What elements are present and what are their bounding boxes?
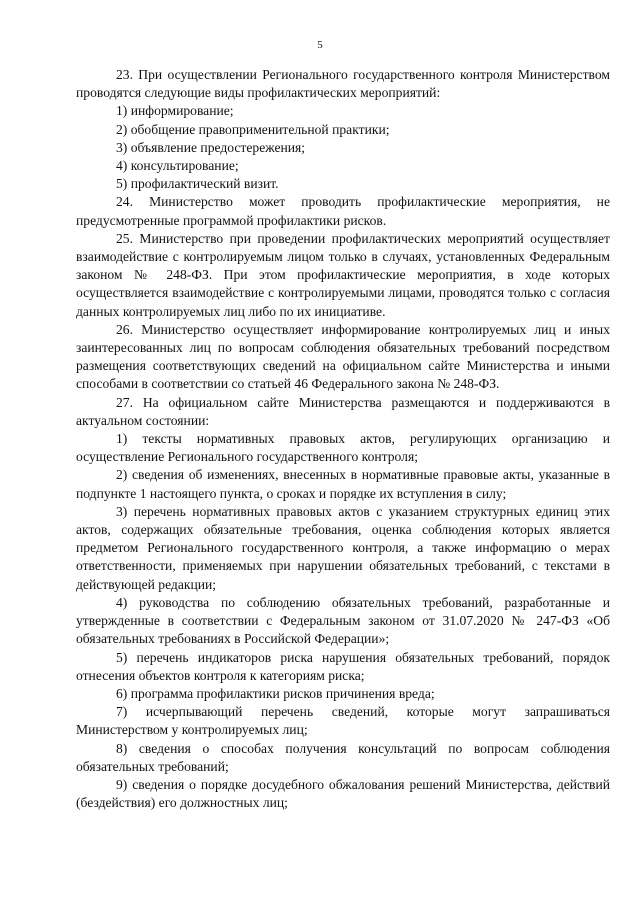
list-item-consultation-methods: 8) сведения о способах получения консультаций по вопросам соблюдения обязательных требований;: [76, 740, 610, 774]
list-item-requested-info: 7) исчерпывающий перечень сведений, которые могут запрашиваться Министерством у контролируемых лиц;: [76, 704, 610, 738]
list-item-warning: 3) объявление предостережения;: [116, 139, 306, 155]
paragraph-27: 27. На официальном сайте Министерства размещаются и поддерживаются в актуальном состоянии:: [76, 394, 610, 428]
list-item-risk-indicators: 5) перечень индикаторов риска нарушения обязательных требований, порядок отнесения объектов контроля к категориям риска;: [76, 649, 610, 683]
document-body: [76, 66, 610, 812]
page-number: 5: [317, 39, 323, 51]
list-item-practice-summary: 2) обобщение правоприменительной практики;: [116, 121, 390, 137]
list-item-acts-list: 3) перечень нормативных правовых актов с указанием структурных единиц этих актов, содержащих обязательные требования, оценка соблюдения которых является предметом Регионального государственного контроля, а также информацию о мерах ответственности, применяемых при нарушении обязательных требований, с текстами в действующей редакции;: [76, 503, 610, 592]
list-item-guidelines: 4) руководства по соблюдению обязательных требований, разработанные и утвержденные в соответствии с Федеральным законом от 31.07.2020 № 247-ФЗ «Об обязательных требованиях в Российской Федерации»;: [76, 594, 610, 647]
paragraph-26: 26. Министерство осуществляет информирование контролируемых лиц и иных заинтересованных лиц по вопросам соблюдения обязательных требований посредством размещения соответствующих сведений на официальном сайте Министерства и иными способами в соответствии со статьей 46 Федерального закона № 248-ФЗ.: [76, 321, 610, 392]
list-item-appeal-procedure: 9) сведения о порядке досудебного обжалования решений Министерства, действий (бездействия) его должностных лиц;: [76, 776, 610, 811]
paragraph-24: 24. Министерство может проводить профилактические мероприятия, не предусмотренные программой профилактики рисков.: [76, 194, 610, 228]
list-item-prevention-program: 6) программа профилактики рисков причинения вреда;: [116, 685, 435, 701]
list-item-amendments: 2) сведения об изменениях, внесенных в нормативные правовые акты, указанные в подпункте 1 настоящего пункта, о сроках и порядке их вступления в силу;: [76, 467, 610, 501]
list-item-preventive-visit: 5) профилактический визит.: [116, 176, 279, 192]
list-item-legal-acts: 1) тексты нормативных правовых актов, регулирующих организацию и осуществление Регионального государственного контроля;: [76, 431, 610, 465]
paragraph-23: 23. При осуществлении Регионального государственного контроля Министерством проводятся следующие виды профилактических мероприятий:: [76, 67, 610, 101]
paragraph-25: 25. Министерство при проведении профилактических мероприятий осуществляет взаимодействие с контролируемым лицом только в случаях, установленных Федеральным законом № 248-ФЗ. При этом профилактические мероприятия, в ходе которых осуществляется взаимодействие с контролируемыми лицами, проводятся только с согласия данных контролируемых лиц либо по их инициативе.: [76, 230, 610, 319]
list-item-consulting: 4) консультирование;: [116, 158, 239, 174]
list-item-informing: 1) информирование;: [116, 103, 234, 119]
